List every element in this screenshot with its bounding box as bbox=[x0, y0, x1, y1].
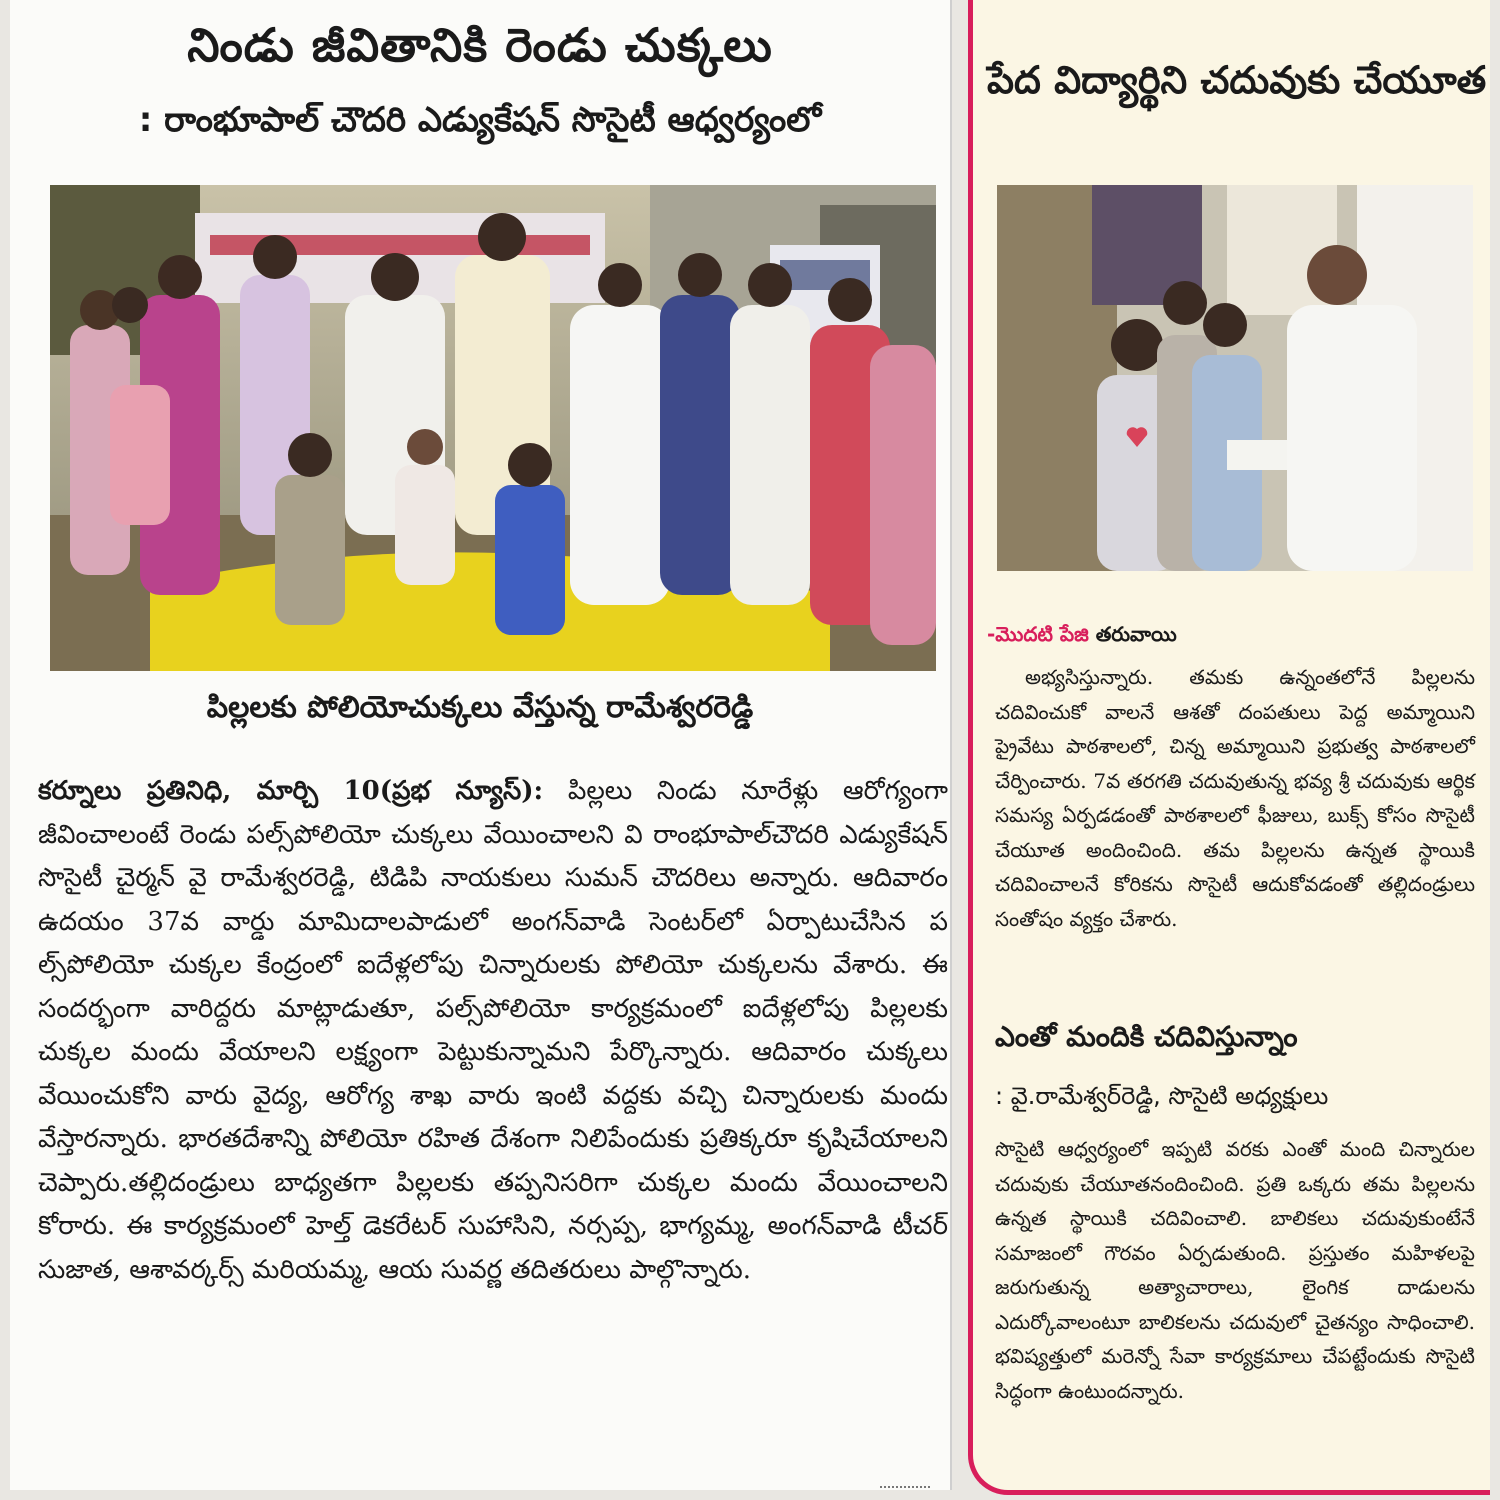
right-subheadline: ఎంతో మందికి చదివిస్తున్నాం bbox=[995, 1020, 1298, 1053]
left-subheadline: : రాంభూపాల్ చౌదరి ఎడ్యుకేషన్ సొసైటీ ఆధ్వర్యంలో bbox=[138, 100, 822, 140]
polio-drops-photo bbox=[50, 185, 936, 671]
continued-from-page: -మొదటి పేజి bbox=[987, 622, 1089, 646]
right-article bbox=[968, 0, 1490, 1495]
left-body-text: పిల్లలు నిండు నూరేళ్లు ఆరోగ్యంగా జీవించాలంటే రెండు పల్స్‌పోలియో చుక్కలు వేయించాలని వి రాంభూపాల్‌చౌదరి ఎడ్యుకేషన్ సొసైటీ చైర్మన్ వై రామేశ్వరరెడ్డి, టిడిపి నాయకులు సుమన్ చౌదరిలు అన్నారు. ఆదివారం ఉదయం 37వ వార్డు మామిదాలపాడులో అంగన్‌వాడి సెంటర్‌లో ఏర్పాటుచేసిన ప ల్స్‌పోలియో చుక్కల కేంద్రంలో ఐదేళ్లలోపు చిన్నారులకు పోలియో చుక్కలను వేశారు. ఈ సందర్భంగా వారిద్దరు మాట్లాడుతూ, పల్స్‌పోలియో కార్యక్రమంలో ఐదేళ్లలోపు పిల్లలకు చుక్కల మందు వేయాలని లక్ష్యంగా పెట్టుకున్నామని పేర్కొన్నారు. ఆదివారం చుక్కలు వేయించుకోని వారు వైద్య, ఆరోగ్య శాఖ వారు ఇంటి వద్దకు వచ్చి చిన్నారులకు మందు వేస్తారన్నారు. భారతదేశాన్ని పోలియో రహిత దేశంగా నిలిపేందుకు ప్రతిక్కరూ కృషిచేయాలని చెప్పారు.తల్లిదండ్రులు బాధ్యతగా పిల్లలకు తప్పనిసరిగా చుక్కల మందు వేయించాలని కోరారు. ఈ కార్యక్రమంలో హెల్త్ డెకరేటర్ సుహాసిని, నర్సప్ప, భాగ్యమ్మ, అంగన్‌వాడి టీచర్ సుజాత, ఆశావర్కర్స్ మరియమ్మ, ఆయ సువర్ణ తదితరులు పాల్గొన్నారు. bbox=[38, 776, 949, 1285]
right-byline: : వై.రామేశ్వర్‌రెడ్డి, సొసైటి అధ్యక్షులు bbox=[995, 1082, 1329, 1110]
student-aid-photo bbox=[997, 185, 1473, 571]
right-body-part2: సొసైటి ఆధ్వర్యంలో ఇప్పటి వరకు ఎంతో మంది చిన్నారుల చదువుకు చేయూతనందించింది. ప్రతి ఒక్కరు తమ పిల్లలను ఉన్నత స్థాయికి చదివించాలి. బాలికలు చదువుకుంటేనే సమాజంలో గౌరవం ఏర్పడుతుంది. ప్రస్తుతం మహిళలపై జరుగుతున్న అత్యాచారాలు, లైంగిక దాడులను ఎదుర్కోవాలంటూ బాలికలను చదువులో చైతన్యం సాధించాలి. భవిష్యత్తులో మరెన్నో సేవా కార్యక్రమాలు చేపట్టేందుకు సొసైటి సిద్ధంగా ఉంటుందన్నారు. bbox=[995, 1137, 1475, 1403]
left-headline: నిండు జీవితానికి రెండు చుక్కలు bbox=[187, 18, 773, 72]
continued-label bbox=[987, 622, 1177, 651]
dateline: కర్నూలు ప్రతినిధి, మార్చి 10(ప్రభ న్యూస్): bbox=[38, 776, 544, 806]
right-body-part1: అభ్యసిస్తున్నారు. తమకు ఉన్నంతలోనే పిల్లలను చదివించుకో వాలనే ఆశతో దంపతులు పెద్ద అమ్మాయిని ప్రైవేటు పాఠశాలలో, చిన్న అమ్మాయిని ప్రభుత్వ పాఠశాలలో చేర్పించారు. 7వ తరగతి చదువుతున్న భవ్య శ్రీ చదువుకు ఆర్థిక సమస్య ఏర్పడడంతో పాఠశాలలో ఫీజులు, బుక్స్ కోసం సొసైటీ చేయూత అందించింది. తమ పిల్లలను ఉన్నత స్థాయికి చదివించాలనే కోరికను సొసైటీ ఆదుకోవడంతో తల్లిదండ్రులు సంతోషం వ్యక్తం చేశారు. bbox=[995, 665, 1475, 931]
right-headline: పేద విద్యార్థిని చదువుకు చేయూత bbox=[987, 58, 1487, 102]
photo-caption: పిల్లలకు పోలియోచుక్కలు వేస్తున్న రామేశ్వరరెడ్డి bbox=[206, 690, 754, 725]
continued-suffix: తరువాయి bbox=[1095, 622, 1177, 646]
left-article bbox=[10, 0, 952, 1490]
page-end-mark bbox=[880, 1486, 930, 1494]
left-article-body bbox=[38, 770, 948, 1292]
